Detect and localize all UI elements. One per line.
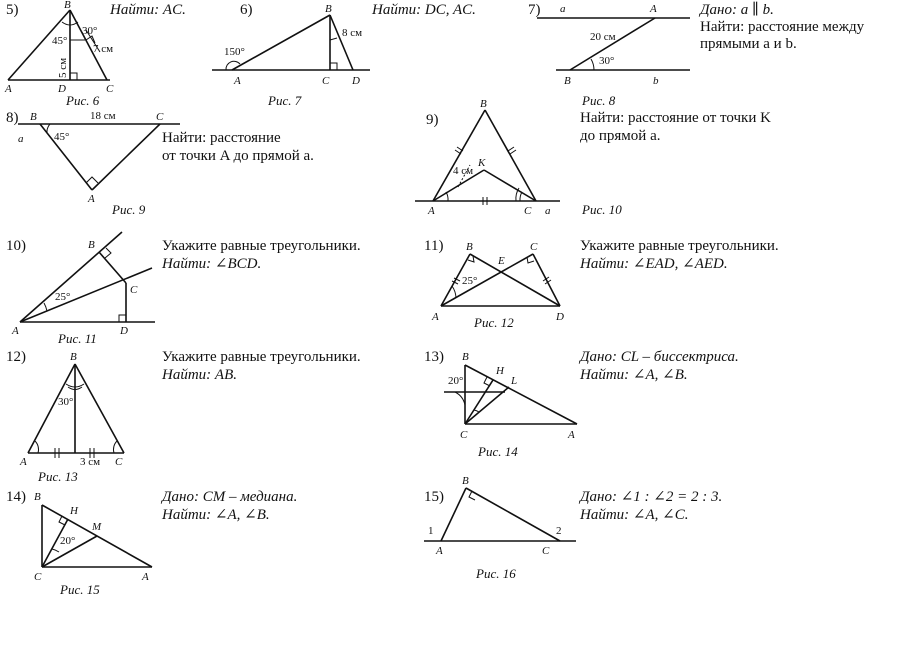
f11-point-B: B bbox=[88, 239, 95, 251]
f10-line-a: a bbox=[545, 205, 551, 217]
f8-point-B: B bbox=[564, 75, 571, 87]
f11-angle-25: 25° bbox=[55, 291, 71, 303]
f9-line-a: a bbox=[18, 133, 24, 145]
problem-14-caption: Рис. 15 bbox=[60, 582, 100, 597]
f12-point-E: E bbox=[498, 255, 505, 267]
problem-13-caption: Рис. 14 bbox=[478, 444, 518, 459]
problem-14-given: Дано: CM – медиана. bbox=[162, 489, 298, 505]
f12-point-D: D bbox=[556, 311, 564, 323]
f7-vertex-A: A bbox=[234, 75, 241, 87]
f8-side-20: 20 см bbox=[590, 31, 616, 43]
problem-7-given: Дано: a ∥ b. bbox=[700, 2, 774, 18]
figure-15 bbox=[34, 491, 152, 583]
f15-vertex-C: C bbox=[34, 571, 42, 583]
f15-vertex-B: B bbox=[34, 491, 41, 503]
problem-12-line1: Укажите равные треугольники. bbox=[162, 349, 361, 365]
figure-13 bbox=[19, 351, 124, 468]
f8-angle-30: 30° bbox=[599, 55, 615, 67]
f14-point-L: L bbox=[511, 375, 518, 387]
problem-7-task: Найти: расстояние между bbox=[700, 19, 865, 35]
f16-vertex-B: B bbox=[462, 475, 469, 487]
f10-vertex-B: B bbox=[480, 98, 487, 110]
f14-vertex-A: A bbox=[568, 429, 575, 441]
problem-9-task-line2: до прямой a. bbox=[580, 128, 661, 144]
f13-vertex-A: A bbox=[20, 456, 27, 468]
f12-point-B: B bbox=[466, 241, 473, 253]
problem-5-number: 5) bbox=[6, 2, 19, 18]
f6-angle-30: 30° bbox=[82, 25, 98, 37]
problem-9-task: Найти: расстояние от точки K bbox=[580, 110, 771, 126]
problem-8-number: 8) bbox=[6, 110, 19, 126]
figure-12 bbox=[431, 241, 564, 323]
f13-side-3: 3 см bbox=[80, 456, 101, 468]
f12-angle-25: 25° bbox=[462, 275, 478, 287]
problem-7-number: 7) bbox=[528, 2, 541, 18]
f10-vertex-C: C bbox=[524, 205, 532, 217]
f15-point-M: M bbox=[92, 521, 102, 533]
f9-angle-45: 45° bbox=[54, 131, 70, 143]
f8-line-a: a bbox=[560, 3, 566, 15]
problem-8-task: Найти: расстояние bbox=[162, 130, 281, 146]
f8-point-A: A bbox=[650, 3, 657, 15]
problem-9-number: 9) bbox=[426, 112, 439, 128]
problem-13-number: 13) bbox=[424, 349, 444, 365]
f6-vertex-D: D bbox=[58, 83, 66, 95]
problem-9-caption: Рис. 10 bbox=[582, 202, 622, 217]
figure-7 bbox=[212, 3, 370, 87]
f6-vertex-C: C bbox=[106, 83, 114, 95]
figure-6 bbox=[4, 0, 114, 95]
figure-8 bbox=[537, 3, 690, 87]
f16-angle-1: 1 bbox=[428, 525, 434, 537]
f11-point-D: D bbox=[120, 325, 128, 337]
f13-vertex-B: B bbox=[70, 351, 77, 363]
problem-13-given: Дано: CL – биссектриса. bbox=[580, 349, 739, 365]
f7-angle-150: 150° bbox=[224, 46, 245, 58]
f9-point-A: A bbox=[88, 193, 95, 205]
problem-5-caption: Рис. 6 bbox=[66, 93, 100, 108]
f16-vertex-A: A bbox=[436, 545, 443, 557]
problem-10-task: Найти: ∠BCD. bbox=[162, 256, 262, 272]
problem-11-task: Найти: ∠EAD, ∠AED. bbox=[580, 256, 728, 272]
f6-side-5: 5 см bbox=[57, 57, 69, 78]
problem-15-number: 15) bbox=[424, 489, 444, 505]
f13-vertex-C: C bbox=[115, 456, 123, 468]
f10-side-4: 4 см bbox=[453, 165, 474, 177]
problem-12-number: 12) bbox=[6, 349, 26, 365]
f7-vertex-B: B bbox=[325, 3, 332, 15]
figure-9 bbox=[18, 110, 180, 205]
problem-15-given: Дано: ∠1 : ∠2 = 2 : 3. bbox=[580, 489, 723, 505]
problem-8-task-line2: от точки A до прямой a. bbox=[162, 148, 314, 164]
f11-point-C: C bbox=[130, 284, 138, 296]
problem-15-task: Найти: ∠A, ∠C. bbox=[580, 507, 689, 523]
problem-14-number: 14) bbox=[6, 489, 26, 505]
problem-15-caption: Рис. 16 bbox=[476, 566, 516, 581]
f10-vertex-A: A bbox=[428, 205, 435, 217]
f9-point-C: C bbox=[156, 111, 164, 123]
f13-angle-30: 30° bbox=[58, 396, 74, 408]
f15-vertex-A: A bbox=[142, 571, 149, 583]
f6-side-7: 7 см bbox=[93, 43, 114, 55]
problem-10-caption: Рис. 11 bbox=[58, 331, 97, 346]
f16-angle-2: 2 bbox=[556, 525, 562, 537]
problem-13-task: Найти: ∠A, ∠B. bbox=[580, 367, 688, 383]
f11-point-A: A bbox=[12, 325, 19, 337]
f12-point-A: A bbox=[432, 311, 439, 323]
f14-point-H: H bbox=[496, 365, 504, 377]
f7-side-8: 8 см bbox=[342, 27, 363, 39]
f6-vertex-B: B bbox=[64, 0, 71, 11]
problem-7-task-line2: прямыми a и b. bbox=[700, 36, 797, 52]
problem-11-caption: Рис. 12 bbox=[474, 315, 514, 330]
f12-point-C: C bbox=[530, 241, 538, 253]
problem-10-number: 10) bbox=[6, 238, 26, 254]
problem-8-caption: Рис. 9 bbox=[112, 202, 146, 217]
f14-angle-20: 20° bbox=[448, 375, 464, 387]
problem-11-line1: Укажите равные треугольники. bbox=[580, 238, 779, 254]
problem-14-task: Найти: ∠A, ∠B. bbox=[162, 507, 270, 523]
f14-vertex-B: B bbox=[462, 351, 469, 363]
f6-vertex-A: A bbox=[5, 83, 12, 95]
problem-12-task: Найти: AB. bbox=[162, 367, 237, 383]
problem-7-caption: Рис. 8 bbox=[582, 93, 616, 108]
f8-line-b: b bbox=[653, 75, 659, 87]
figure-14 bbox=[444, 351, 577, 441]
problem-5-task: Найти: AC. bbox=[110, 2, 186, 18]
f16-vertex-C: C bbox=[542, 545, 550, 557]
f15-angle-20: 20° bbox=[60, 535, 76, 547]
f14-vertex-C: C bbox=[460, 429, 468, 441]
f9-point-B: B bbox=[30, 111, 37, 123]
f7-vertex-D: D bbox=[352, 75, 360, 87]
figure-16 bbox=[424, 475, 576, 557]
f10-point-K: K bbox=[478, 157, 486, 169]
problem-6-number: 6) bbox=[240, 2, 253, 18]
f9-side-18: 18 см bbox=[90, 110, 116, 122]
f15-point-H: H bbox=[70, 505, 78, 517]
problem-6-task: Найти: DC, AC. bbox=[372, 2, 476, 18]
problem-6-caption: Рис. 7 bbox=[268, 93, 302, 108]
f7-vertex-C: C bbox=[322, 75, 330, 87]
problem-11-number: 11) bbox=[424, 238, 444, 254]
f6-angle-45: 45° bbox=[52, 35, 68, 47]
problem-12-caption: Рис. 13 bbox=[38, 469, 78, 484]
figure-11 bbox=[11, 232, 155, 337]
problem-10-line1: Укажите равные треугольники. bbox=[162, 238, 361, 254]
